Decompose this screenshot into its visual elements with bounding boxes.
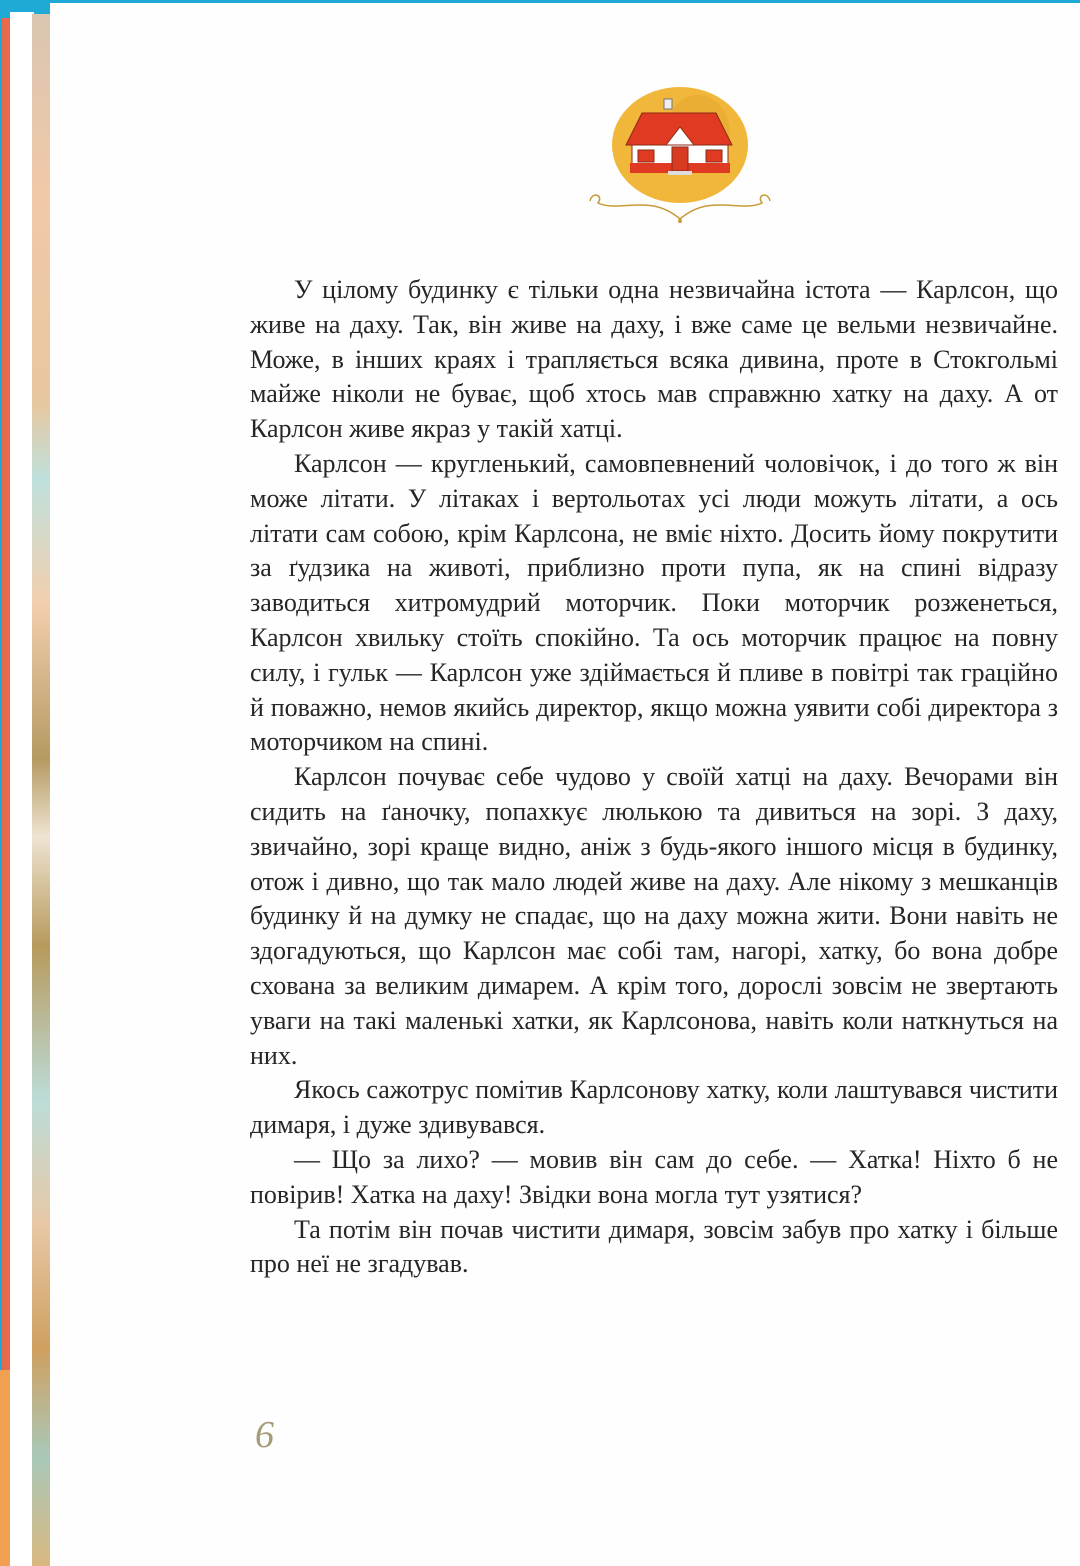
adjacent-page-illustration-strip bbox=[32, 14, 50, 1566]
paragraph: Карлсон почуває себе чудово у своїй хатці на даху. Вечорами він сидить на ґаночку, попахкує люлькою та дивиться на зорі. З даху, звичайно, зорі краще видно, аніж з будь-якого іншого місця в будинку, отож і дивно, що так мало людей живе на даху. Але нікому з мешканців будинку й на думку не спадає, що на даху можна жити. Вони навіть не здогадуються, що Карлсон має собі там, нагорі, хатку, бо вона добре схована за великим димарем. А крім того, дорослі зовсім не звертають уваги на такі маленькі хатки, як Карлсонова, навіть коли наткнуться на них. bbox=[250, 762, 1058, 1070]
adjacent-page-edge-orange bbox=[0, 1370, 10, 1566]
window-left bbox=[638, 150, 654, 162]
door bbox=[672, 147, 688, 171]
paragraph: Та потім він почав чистити димаря, зовсім забув про хатку і більше про неї не згадував. bbox=[250, 1214, 1058, 1279]
book-page bbox=[50, 3, 1080, 1566]
adjacent-page-edge-white bbox=[10, 12, 34, 1566]
chimney bbox=[664, 99, 672, 109]
paragraph: Карлсон — кругленький, самовпевнений чоловічок, і до того ж він може літати. У літаках і вертольотах усі люди можуть літати, а ось літати сам собою, крім Карлсона, не вміє ніхто. Досить йому покрутити за ґудзика на животі, приблизно проти пупа, як на спині відразу заводиться хитромудрий моторчик. Поки моторчик розженеться, Карлсон хвильку стоїть спокійно. Та ось моторчик працює на повну силу, і гульк — Карлсон уже здіймається й пливе в повітрі так граційно й поважно, немов якийсь директор, якщо можна уявити собі директора з моторчиком на спині. bbox=[250, 448, 1058, 757]
house-icon bbox=[580, 83, 780, 233]
window-right bbox=[706, 150, 722, 162]
body-text bbox=[250, 273, 1058, 1282]
page-number: 6 bbox=[255, 1414, 274, 1456]
paragraph: — Що за лихо? — мовив він сам до себе. — Хатка! Ніхто б не повірив! Хатка на даху! Звідки вона могла тут узятися? bbox=[250, 1144, 1058, 1209]
paragraph: У цілому будинку є тільки одна незвичайна істота — Карлсон, що живе на даху. Так, він живе на даху, і вже саме це вельми незвичайне. Може, в інших краях і трапляється всяка дивина, проте в Стокгольмі майже ніколи не буває, щоб хтось мав справжню хатку на даху. А от Карлсон живе якраз у такій хатці. bbox=[250, 275, 1058, 444]
paragraph: Якось сажотрус помітив Карлсонову хатку, коли лаштувався чистити димаря, і дуже здивувався. bbox=[250, 1075, 1058, 1140]
